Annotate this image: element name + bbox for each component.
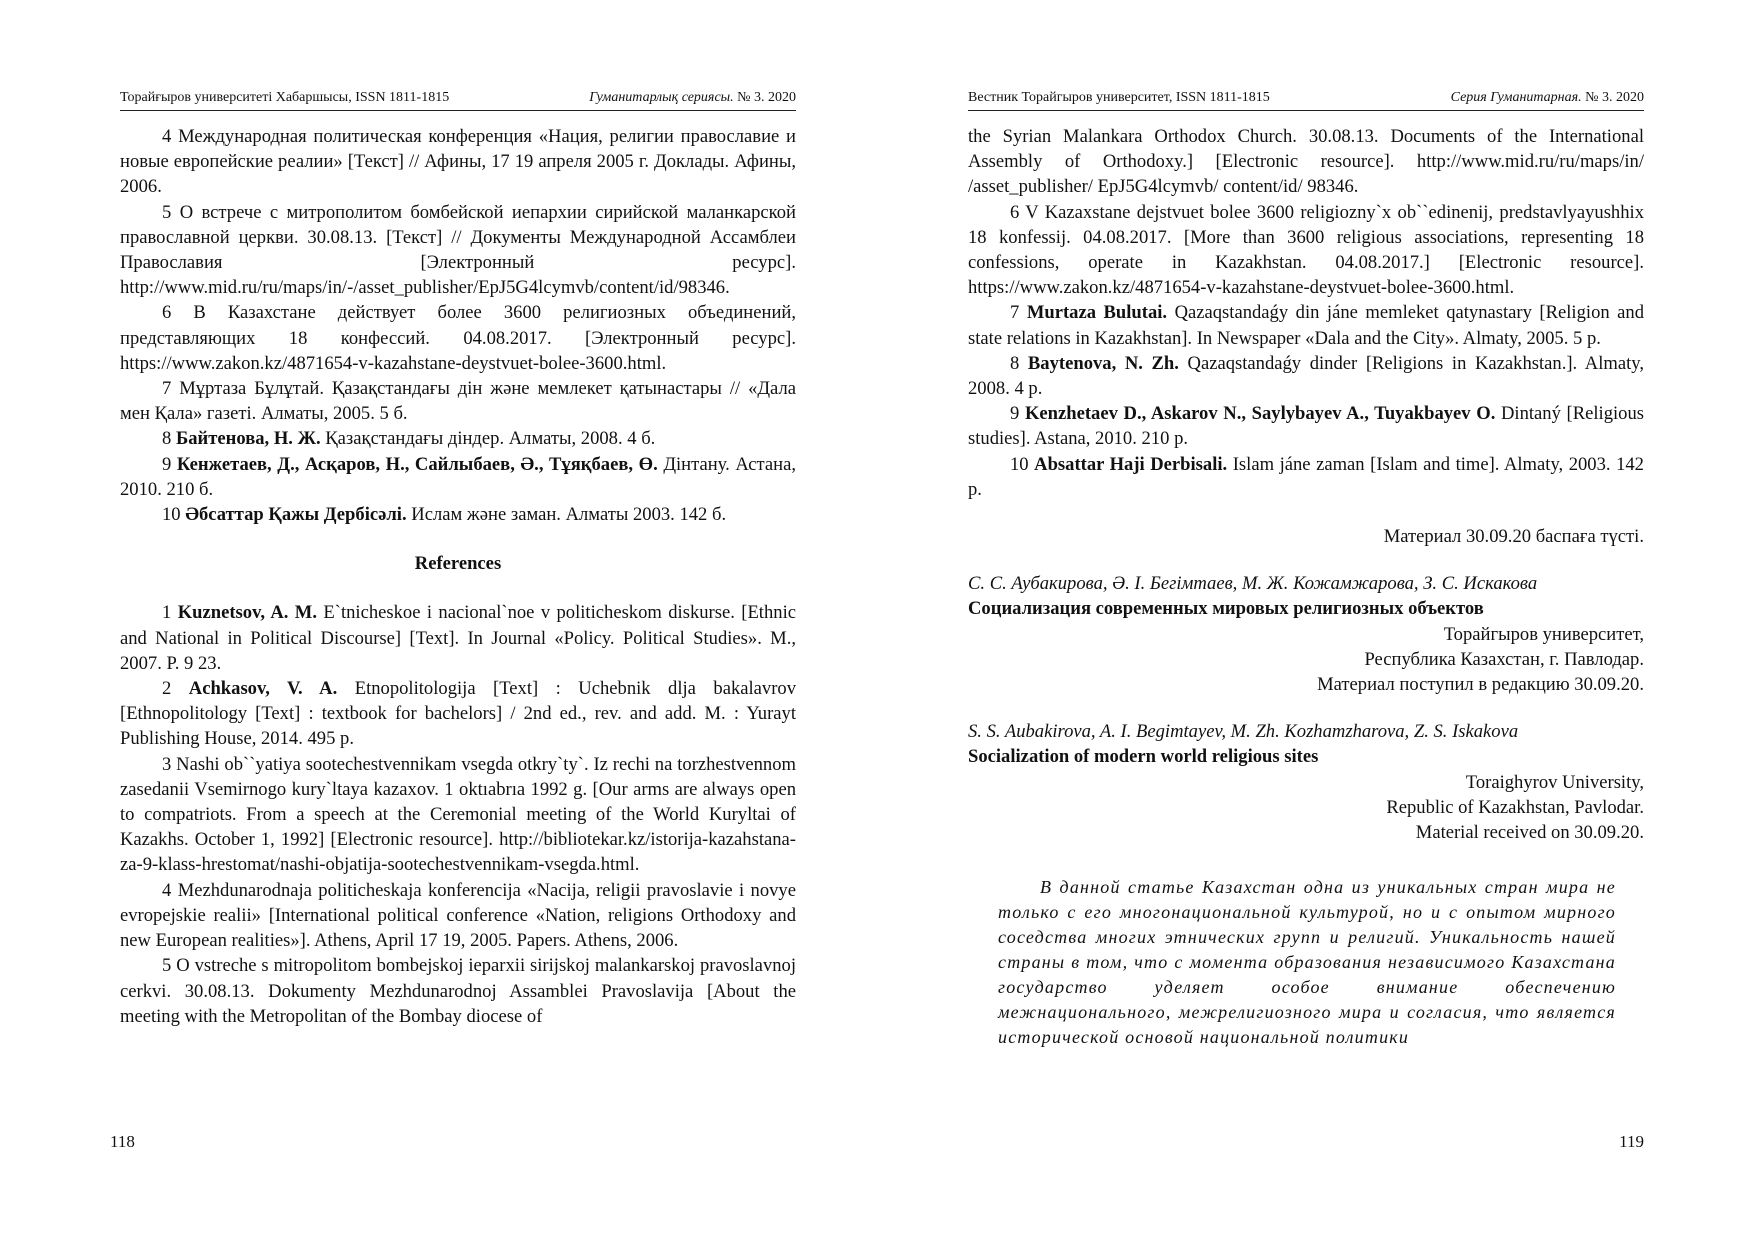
right-body — [968, 124, 1644, 1050]
series-name: Гуманитарлық сериясы. — [589, 90, 734, 105]
reference-number: 5 — [162, 955, 172, 977]
reference-number: 9 — [1010, 403, 1020, 425]
issue-number: № 3. 2020 — [1585, 90, 1644, 105]
reference-authors: Achkasov, V. A. — [188, 678, 338, 700]
reference-item — [120, 878, 796, 954]
reference-text: Qazaqstandaǵy dinder [Religions in Kazakhstan.]. Almaty, 2008. 4 p. — [968, 352, 1644, 400]
en-authors: S. S. Aubakirova, A. I. Begimtayev, M. Zh. Kozhamzharova, Z. S. Iskakova — [968, 721, 1519, 743]
reference-text: Dintaný [Religious studies]. Astana, 2010. 210 p. — [968, 403, 1644, 450]
reference-item — [968, 300, 1644, 350]
series-name: Серия Гуманитарная. — [1450, 90, 1582, 105]
reference-text: V Kazaxstane dejstvuet bolee 3600 religiozny`x ob``edinenij, predstavlyayushhix 18 konfessij. 04.08.2017. [More than 3600 religious associations, representing 18 confessions, operate in Kazakhstan. 04.08.2017.] [Electronic resource]. https://www.zakon.kz/4871654-v-kazahstane-deystvuet-bolee-3600.html. — [968, 201, 1644, 299]
reference-number: 6 — [1010, 201, 1020, 223]
reference-authors: Absattar Haji Derbisali. — [1034, 453, 1228, 475]
reference-number: 1 — [162, 602, 172, 624]
reference-list-original — [120, 124, 796, 527]
reference-text: В Казахстане действует более 3600 религиозных объединений, представляющих 18 конфессий. 04.08.2017. [Электронный ресурс]. https://www.zakon.kz/4871654-v-kazahstane-deystvuet-bolee-3600.html. — [120, 302, 796, 374]
reference-list-transliterated-cont — [968, 200, 1644, 502]
reference-number: 7 — [1010, 302, 1020, 324]
reference-text: Nashi ob``yatiya sootechestvennikam vsegda otkry`ty`. Iz rechi na torzhestvennom zasedanii Vsemirnogo kury`ltaya kazaxov. 1 oktıabrıa 1992 g. [Our arms are always open to compatriots. From a speech at the Ceremonial meeting of the World Kuryltai of Kazakhs. October 1, 1992] [Electronic resource]. http://bibliotekar.kz/istorija-kazahstana-za-9-klass-hrestomat/nashi-objatija-sootechestvennikam-vsegda.html. — [120, 753, 796, 876]
reference-item — [120, 502, 796, 527]
reference-number: 8 — [1010, 352, 1020, 374]
reference-authors: Kuznetsov, A. M. — [177, 602, 318, 624]
reference-authors: Әбсаттар Қажы Дербісәлі. — [185, 504, 407, 526]
reference-continuation: the Syrian Malankara Orthodox Church. 30.08.13. Documents of the International Assembly of Orthodoxy.] [Electronic resource]. http://www.mid.ru/ru/maps/in/ /asset_publisher/ EpJ5G4lcymvb/ content/id/ 98346. — [968, 126, 1644, 198]
reference-number: 8 — [162, 428, 172, 450]
reference-list-transliterated — [120, 600, 796, 1028]
reference-item — [120, 953, 796, 1029]
reference-number: 4 — [162, 879, 172, 901]
reference-text: О встрече с митрополитом бомбейской иепархии сирийской маланкарской православной церкви. 30.08.13. [Текст] // Документы Международной Ассамблеи Православия [Электронный ресурс]. http://www.mid.ru/ru/maps/in/-/asset_publisher/EpJ5G4lcymvb/content/id/98346. — [120, 201, 796, 299]
references-heading: References — [414, 553, 502, 575]
en-affiliation: Toraighyrov University, — [1465, 771, 1644, 793]
reference-number: 5 — [162, 201, 172, 223]
reference-text: Etnopolitologija [Text] : Uchebnik dlja bakalavrov [Ethnopolitology [Text] : textbook for bachelors] / 2nd ed., rev. and add. M. : Yurayt Publishing House, 2014. 495 p. — [120, 678, 797, 750]
reference-item — [120, 600, 796, 676]
abstract — [998, 875, 1616, 1050]
left-running-header — [120, 90, 796, 111]
reference-item — [120, 376, 796, 426]
reference-item — [120, 452, 796, 502]
reference-text: Islam jáne zaman [Islam and time]. Almaty, 2003. 142 p. — [968, 453, 1644, 500]
ru-affiliation: Торайгыров университет, — [1443, 623, 1644, 645]
reference-number: 9 — [162, 453, 172, 475]
reference-item — [120, 124, 796, 200]
reference-item — [120, 426, 796, 451]
reference-number: 6 — [162, 302, 172, 324]
reference-text: O vstreche s mitropolitom bombejskoj ieparxii sirijskoj malankarskoj pravoslavnoj cerkvi. 30.08.13. Dokumenty Mezhdunarodnoj Assamblei Pravoslavija [About the meeting with the Metropolitan of the Bombay diocese of — [120, 955, 796, 1027]
en-location: Republic of Kazakhstan, Pavlodar. — [1386, 796, 1644, 818]
ru-received: Материал поступил в редакцию 30.09.20. — [1317, 674, 1644, 696]
ru-authors: С. С. Аубакирова, Ә. І. Бегімтаев, М. Ж. Кожамжарова, З. С. Искакова — [968, 573, 1538, 595]
reference-number: 4 — [162, 126, 172, 147]
reference-item — [120, 676, 796, 752]
left-body — [120, 124, 796, 1029]
reference-text: Международная политическая конференция «Нация, религии православие и новые европейские реалии» [Текст] // Афины, 17 19 апреля 2005 г. Доклады. Афины, 2006. — [120, 126, 796, 198]
right-running-header — [968, 90, 1644, 111]
reference-text: Мұртаза Бұлұтай. Қазақстандағы дін және мемлекет қатынастары // «Дала мен Қала» газеті. Алматы, 2005. 5 б. — [120, 378, 796, 425]
en-article-title: Socialization of modern world religious sites — [968, 746, 1319, 768]
reference-number: 2 — [162, 678, 172, 700]
reference-item — [120, 752, 796, 878]
reference-text: Қазақстандағы діндер. Алматы, 2008. 4 б. — [325, 428, 656, 450]
reference-item — [968, 200, 1644, 301]
reference-authors: Murtaza Bulutai. — [1026, 302, 1168, 324]
reference-authors: Kenzhetaev D., Askarov N., Saylybayev A., Tuyakbayev O. — [1024, 403, 1496, 425]
reference-number: 10 — [1010, 453, 1029, 475]
abstract-text: В данной статье Казахстан одна из уникальных стран мира не только с его многонациональной культурой, но и с опытом мирного соседства многих этнических групп и религий. Уникальность нашей страны в том, что с момента образования независимого Казахстана государство уделяет особое внимание обеспечению межнационального, межрелигиозного мира и согласия, что является исторической основой национальной политики — [998, 877, 1616, 1048]
reference-text: Дінтану. Астана, 2010. 210 б. — [120, 453, 796, 500]
reference-item — [120, 300, 796, 376]
reference-item — [968, 351, 1644, 401]
reference-authors: Байтенова, Н. Ж. — [175, 428, 321, 450]
reference-text: E`tnicheskoe i nacional`noe v politicheskom diskurse. [Ethnic and National in Political Discourse] [Text]. In Journal «Policy. Political Studies». M., 2007. P. 9 23. — [120, 602, 796, 674]
reference-authors: Кенжетаев, Д., Асқаров, Н., Сайлыбаев, Ә., Тұяқбаев, Ө. — [176, 453, 658, 475]
reference-text: Qazaqstandaǵy din jáne memleket qatynastary [Religion and state relations in Kazakhstan]. In Newspaper «Dala and the City». Almaty, 2005. 5 p. — [968, 302, 1645, 349]
reference-item — [968, 452, 1644, 502]
material-note: Материал 30.09.20 баспаға түсті. — [1383, 526, 1644, 548]
reference-item — [968, 401, 1644, 451]
ru-article-title: Социализация современных мировых религиозных объектов — [968, 598, 1484, 620]
reference-number: 3 — [162, 753, 172, 775]
reference-number: 7 — [162, 378, 172, 400]
reference-text: Ислам және заман. Алматы 2003. 142 б. — [411, 504, 727, 526]
ru-location: Республика Казахстан, г. Павлодар. — [1364, 648, 1644, 670]
page-number: 119 — [1619, 1132, 1644, 1151]
journal-title: Торайғыров университеті Хабаршысы, ISSN 1811-1815 — [120, 90, 450, 105]
journal-title: Вестник Торайгыров университет, ISSN 1811-1815 — [968, 90, 1270, 105]
reference-item — [120, 200, 796, 301]
reference-text: Mezhdunarodnaja politicheskaja konferencija «Nacija, religii pravoslavie i novye evropejskie realii» [International political conference «Nation, religions Orthodoxy and new European realities»]. Athens, April 17 19, 2005. Papers. Athens, 2006. — [120, 879, 796, 952]
en-received: Material received on 30.09.20. — [1415, 822, 1644, 844]
reference-number: 10 — [162, 504, 181, 526]
reference-authors: Baytenova, N. Zh. — [1027, 352, 1179, 374]
page-number: 118 — [110, 1132, 135, 1151]
issue-number: № 3. 2020 — [737, 90, 796, 105]
